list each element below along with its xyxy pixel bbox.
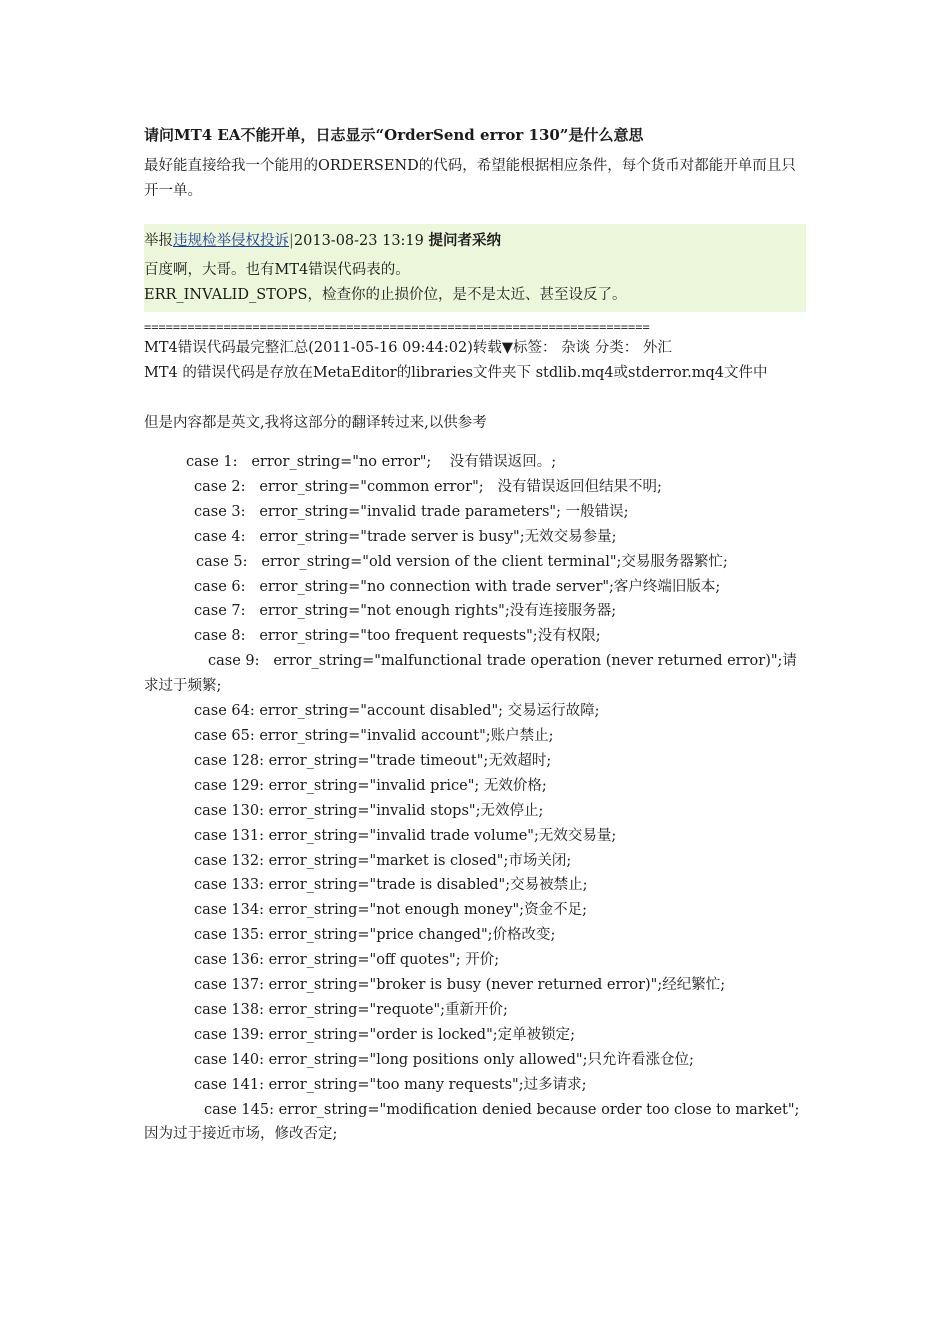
article-header: MT4错误代码最完整汇总(2011-05-16 09:44:02)转载▼标签： 杂谈 分类： 外汇 (144, 340, 672, 356)
report-label: 举报 (144, 233, 173, 249)
error-case-line: case 140: error_string="long positions only allowed";只允许看涨仓位; (194, 1051, 694, 1068)
error-case-line: case 134: error_string="not enough money";资金不足; (194, 902, 587, 919)
error-case-line: case 3: error_string="invalid trade parameters"; 一般错误; (194, 503, 629, 520)
error-code-list (144, 450, 806, 1147)
error-case-line: case 65: error_string="invalid account";账户禁止; (194, 727, 554, 744)
error-case-line: case 128: error_string="trade timeout";无效超时; (194, 752, 552, 769)
error-case-line: case 4: error_string="trade server is busy";无效交易参量; (194, 528, 617, 545)
error-case-line: case 8: error_string="too frequent requests";没有权限; (194, 628, 601, 645)
error-case-line: case 9: error_string="malfunctional trade operation (never returned error)";请求过于频繁; (144, 653, 797, 695)
error-case-line: case 132: error_string="market is closed";市场关闭; (194, 852, 572, 869)
error-case-line: case 131: error_string="invalid trade volume";无效交易量; (194, 827, 617, 844)
error-case-line: case 135: error_string="price changed";价格改变; (194, 927, 556, 944)
error-case-line: case 2: error_string="common error"; 没有错误返回但结果不明; (194, 478, 662, 495)
report-link[interactable]: 违规检举侵权投诉 (173, 233, 289, 249)
meta-separator: | (289, 233, 294, 249)
error-case-line: case 64: error_string="account disabled"; 交易运行故障; (194, 703, 600, 720)
accepted-label: 提问者采纳 (428, 232, 501, 249)
blank-line (144, 386, 806, 411)
error-case-line: case 136: error_string="off quotes"; 开价; (194, 952, 500, 969)
article-intro: MT4 的错误代码是存放在MetaEditor的libraries文件夹下 stdlib.mq4或stderror.mq4文件中 (144, 365, 768, 381)
error-case-line: case 5: error_string="old version of the client terminal";交易服务器繁忙; (196, 553, 728, 570)
answer-timestamp: 2013-08-23 13:19 (293, 233, 424, 249)
answer-line-1: 百度啊，大哥。也有MT4错误代码表的。 (144, 262, 410, 278)
error-case-line: case 137: error_string="broker is busy (never returned error)";经纪繁忙; (194, 977, 726, 994)
answer-line-2: ERR_INVALID_STOPS，检查你的止损价位，是不是太近、甚至设反了。 (144, 287, 627, 303)
question-body: 最好能直接给我一个能用的ORDERSEND的代码，希望能根据相应条件，每个货币对都能开单而且只开一单。 (144, 158, 796, 199)
answer-meta (144, 228, 806, 254)
error-case-line: case 138: error_string="requote";重新开价; (194, 1001, 508, 1018)
question-title: 请问MT4 EA不能开单，日志显示“OrderSend error 130”是什么意思 (144, 126, 644, 144)
error-case-line: case 145: error_string="modification denied because order too close to market";因为过于接近市场，修改否定; (144, 1101, 800, 1143)
error-case-line: case 141: error_string="too many requests";过多请求; (194, 1076, 587, 1093)
document-content (144, 122, 806, 1147)
error-case-line: case 7: error_string="not enough rights";没有连接服务器; (194, 603, 617, 620)
error-case-line: case 6: error_string="no connection with trade server";客户终端旧版本; (194, 578, 721, 595)
error-case-line: case 133: error_string="trade is disabled";交易被禁止; (194, 877, 588, 894)
error-case-line: case 130: error_string="invalid stops";无效停止; (194, 802, 544, 819)
article-note: 但是内容都是英文,我将这部分的翻译转过来,以供参考 (144, 415, 487, 431)
accepted-answer (144, 224, 806, 312)
divider-line: ====================================================================== (144, 320, 650, 334)
error-case-line: case 129: error_string="invalid price"; 无效价格; (194, 777, 547, 794)
error-case-line: case 139: error_string="order is locked";定单被锁定; (194, 1026, 576, 1043)
error-case-line: case 1: error_string="no error"; 没有错误返回。; (186, 454, 557, 470)
